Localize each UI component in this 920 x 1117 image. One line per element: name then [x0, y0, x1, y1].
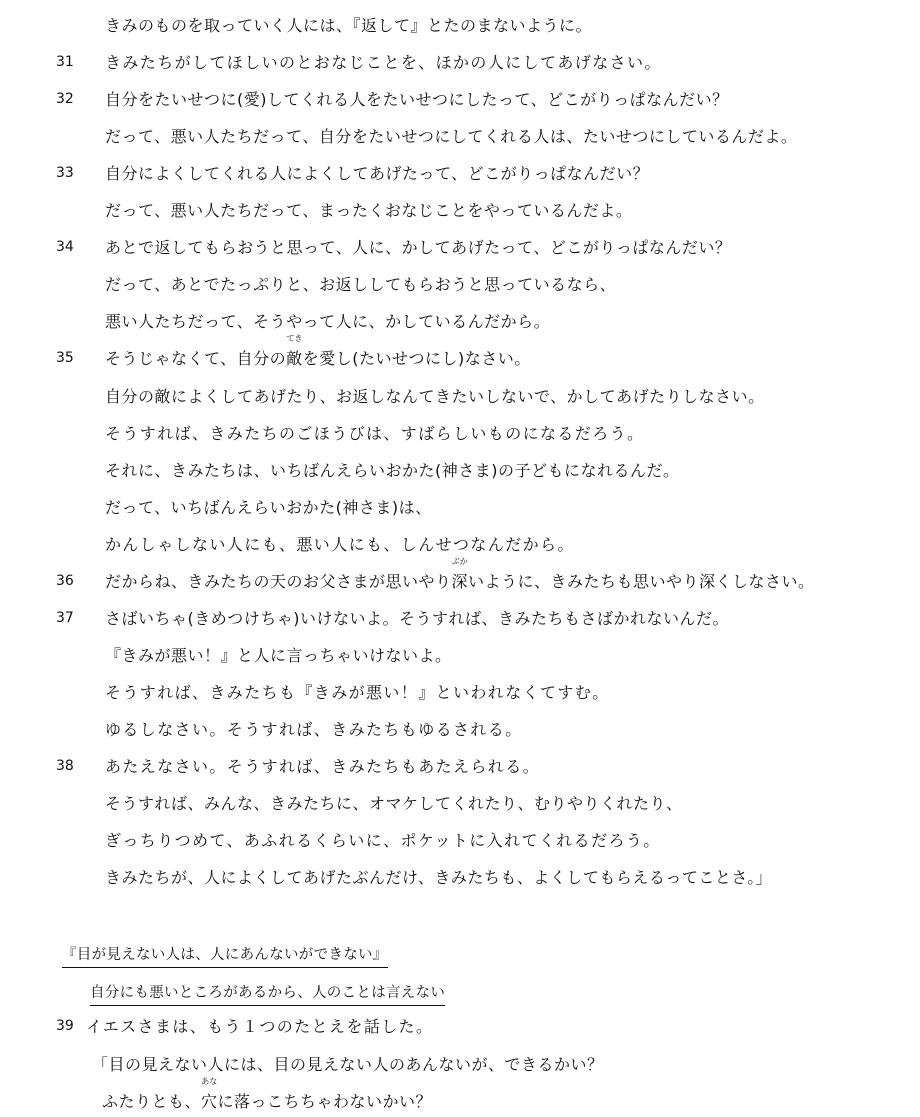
verse-text: あとで返してもらおうと思って、人に、かしてあげたって、どこがりっぱなんだい？ — [105, 238, 732, 258]
verse-number: 35 — [56, 350, 74, 367]
verse-number: 31 — [56, 54, 74, 71]
verse-text: だって、悪い人たちだって、まったくおなじことをやっているんだよ。 — [105, 201, 633, 221]
verse-text: かんしゃしない人にも、悪い人にも、しんせつなんだから。 — [105, 534, 575, 554]
verse-number: 38 — [56, 758, 74, 774]
verse-text: そうすれば、きみたちのごほうびは、すばらしいものになるだろう。 — [105, 423, 645, 443]
ruby-word — [201, 1077, 218, 1117]
ruby-base: 深 — [451, 571, 469, 591]
verse-line — [0, 382, 920, 412]
verse-line — [0, 1012, 920, 1042]
verse-text: さばいちゃ(きめつけちゃ)いけないよ。そうすれば、きみたちもさばかれないんだ。 — [105, 608, 729, 628]
ruby-base: 穴 — [201, 1092, 218, 1111]
ruby-reading: てき — [286, 334, 303, 344]
verse-line — [0, 196, 920, 226]
verse-text: 『きみが悪い！』と人に言っちゃいけないよ。 — [105, 645, 452, 665]
verse-text: だって、あとでたっぷりと、お返ししてもらおうと思っているなら、 — [105, 275, 617, 295]
verse-text: きみたちがしてほしいのとおなじことを、ほかの人にしてあげなさい。 — [105, 53, 662, 73]
verse-text: そうすれば、みんな、きみたちに、オマケしてくれたり、むりやりくれたり、 — [105, 794, 683, 814]
verse-line — [0, 493, 920, 523]
verse-line — [0, 678, 920, 708]
verse-text: 悪い人たちだって、そうやって人に、かしているんだから。 — [105, 312, 551, 332]
verse-text: そうすれば、きみたちも『きみが悪い！』といわれなくてすむ。 — [105, 682, 610, 702]
verse-text: それに、きみたちは、いちばんえらいおかた(神さま)の子どもになれるんだ。 — [105, 460, 680, 480]
verse-line — [0, 641, 920, 671]
verse-line — [0, 789, 920, 819]
verse-text: 自分によくしてくれる人によくしてあげたって、どこがりっぱなんだい？ — [105, 164, 650, 184]
verse-text: 「目の見えない人には、目の見えない人のあんないが、できるかい？ — [92, 1055, 604, 1074]
ruby-reading: ぶか — [451, 556, 468, 566]
verse-line — [0, 530, 920, 560]
verse-number: 34 — [56, 239, 74, 256]
verse-text: きみのものを取っていく人には、『返して』とたのまないように。 — [105, 16, 593, 35]
verse-number: 33 — [56, 165, 74, 182]
verse-line — [0, 456, 920, 486]
verse-text — [105, 334, 531, 374]
verse-line — [0, 556, 920, 597]
verse-line — [0, 48, 920, 78]
verse-text: だって、いちばんえらいおかた(神さま)は、 — [105, 497, 432, 517]
verse-line — [0, 85, 920, 115]
verse-line — [0, 863, 920, 893]
ruby-reading: あな — [201, 1077, 218, 1086]
verse-text: ゆるしなさい。そうすれば、きみたちもゆるされる。 — [105, 719, 523, 739]
verse-line — [0, 233, 920, 263]
verse-line — [0, 715, 920, 745]
verse-text: だって、悪い人たちだって、自分をたいせつにしてくれる人は、たいせつにしているんだよ。 — [105, 127, 798, 147]
text-after-ruby: に落っこちちゃわないかい？ — [217, 1092, 433, 1111]
verse-line — [0, 159, 920, 189]
verse-text: あたえなさい。そうすれば、きみたちもあたえられる。 — [105, 757, 541, 776]
verse-line — [0, 1077, 920, 1117]
verse-text: 自分の敵によくしてあげたり、お返しなんてきたいしないで、かしてあげたりしなさい。 — [105, 386, 765, 406]
text-before-ruby: そうじゃなくて、自分の — [105, 349, 287, 369]
verse-text — [102, 1077, 433, 1117]
text-after-ruby: を愛し(たいせつにし)なさい。 — [302, 349, 531, 369]
text-before-ruby: だからね、きみたちの天のお父さまが思いやり — [105, 571, 452, 591]
text-before-ruby: ふたりとも、 — [102, 1092, 202, 1111]
section-heading: 『目が見えない人は、人にあんないができない』 — [62, 944, 388, 968]
section-subheading: 自分にも悪いところがあるから、人のことは言えない — [90, 982, 445, 1006]
verse-number: 37 — [56, 609, 74, 626]
text-after-ruby: いように、きみたちも思いやり深くしなさい。 — [468, 571, 815, 591]
verse-text: 自分をたいせつに(愛)してくれる人をたいせつにしたって、どこがりっぱなんだい？ — [105, 90, 729, 110]
verse-line — [0, 122, 920, 152]
verse-text: ぎっちりつめて、あふれるくらいに、ポケットに入れてくれるだろう。 — [105, 831, 661, 851]
verse-number: 36 — [56, 572, 74, 589]
verse-line — [0, 752, 920, 782]
verse-line — [0, 11, 920, 41]
verse-number: 39 — [56, 1018, 74, 1034]
verse-line — [0, 826, 920, 856]
ruby-base: 敵 — [286, 349, 303, 369]
verse-line — [0, 270, 920, 300]
verse-line — [0, 334, 920, 374]
verse-text: きみたちが、人によくしてあげたぶんだけ、きみたちも、よくしてもらえるってことさ。」 — [105, 868, 773, 888]
ruby-word — [451, 556, 469, 597]
verse-number: 32 — [56, 91, 74, 108]
verse-line — [0, 419, 920, 449]
verse-line — [0, 604, 920, 634]
verse-text — [105, 556, 815, 597]
verse-text: イエスさまは、もう１つのたとえを話した。 — [86, 1017, 434, 1036]
verse-line — [0, 307, 920, 337]
ruby-word — [286, 334, 303, 374]
verse-line — [0, 1050, 920, 1080]
